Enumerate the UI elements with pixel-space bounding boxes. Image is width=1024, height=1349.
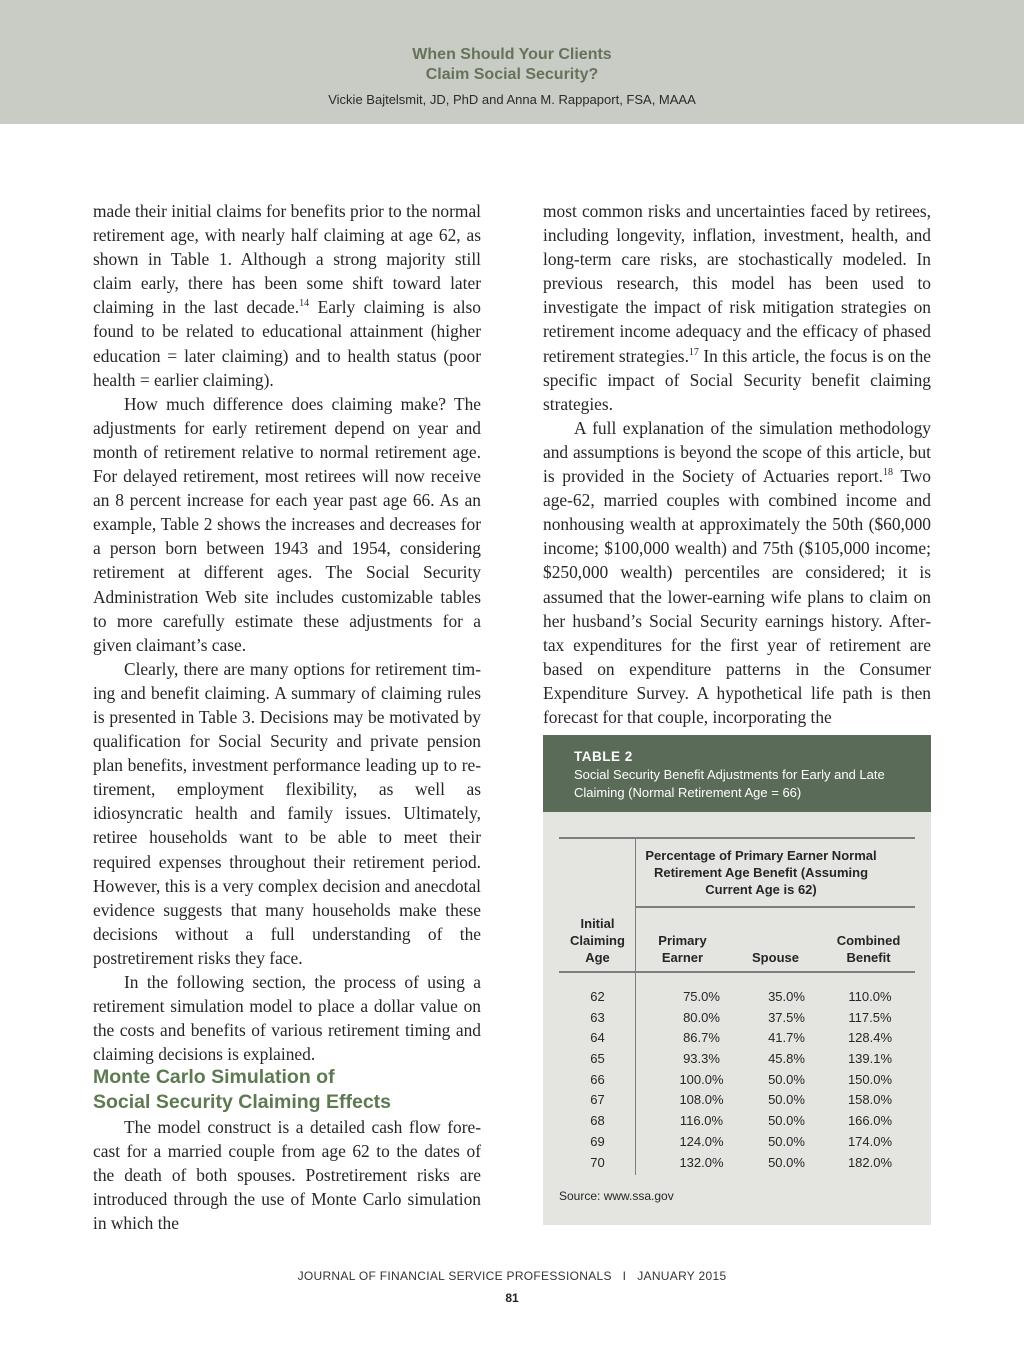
right-paragraph-1: most common risks and uncertainties faced by retirees, including longevity, inflation, investment, health, and long-term care risks, are stochastically modeled. In previous research, this model has been used to investigate the impact of risk mitigation strategies on retirement income adequacy and the efficacy of phased retirement strategies.$^{17}$ In this article, the focus is on the specific impact of Social Security benefit claiming strategies. <box>543 201 931 414</box>
section-body <box>93 1115 481 1235</box>
table-row: 64 86.7% 41.7% 128.4% <box>590 1030 893 1046</box>
footnote-ref: 18 <box>882 467 893 479</box>
col-header-spouse: Spouse <box>752 950 799 965</box>
right-paragraph-2: A full explanation of the simulation methodology and assumptions is beyond the scope of this article, but is provided in the Society of Actuaries report.$^{18}$ Two age-62, married couples with combined income and nonhousing wealth at approximately the 50th ($60,000 income; $100,000 wealth) and 75th ($105,000 income; $250,000 wealth) percentiles are considered; it is assumed that the lower-earning wife plans to claim on her husband’s Social Security earnings history. After-tax expenditures for the first year of retirement are based on expenditure patterns in the Consumer Expenditure Survey. A hypothetical life path is then forecast for that couple, incorporating the <box>543 417 931 727</box>
footer-journal-line: JOURNAL OF FINANCIAL SERVICE PROFESSIONALS I JANUARY 2015 <box>297 1269 727 1283</box>
table-top-rule <box>559 837 915 839</box>
article-title-line1: When Should Your Clients <box>412 46 612 63</box>
table-row: 65 93.3% 45.8% 139.1% <box>590 1051 893 1067</box>
table-row: 62 75.0% 35.0% 110.0% <box>590 989 892 1004</box>
article-title-line2: Claim Social Security? <box>425 66 599 83</box>
left-paragraph-2: How much difference does claiming make? The adjustments for early retirement depend on year and month of retirement relative to normal retirement age. For delayed retirement, most retirees will now receive an 8 percent increase for each year past age 66. As an example, Table 2 shows the increases and decreases for a person born between 1943 and 1954, considering retirement at different ages. The Social Security Administration Web site includes customizable tables to more carefully estimate these adjustments for a given claimant’s case. <box>93 393 481 655</box>
right-column <box>543 199 931 729</box>
left-paragraph-3: Clearly, there are many options for retirement timing and benefit claiming. A summary of claiming rules is presented in Table 3. Decisions may be motivated by qualification for Social Security and private pension plan benefits, investment performance leading up to retirement, employment flexibility, as well as idiosyncratic health and family issues. Ultimately, retiree households want to be able to meet their required expenses throughout their retirement period. However, this is a very complex decision and anecdotal evidence suggests that many households make these decisions without a full understanding of the postretirement risks they face. <box>93 658 481 968</box>
table-row: 69 124.0% 50.0% 174.0% <box>590 1133 893 1149</box>
table-body <box>559 987 931 1173</box>
section-paragraph-1: The model construct is a detailed cash flow forecast for a married couple from age 62 to the dates of the death of both spouses. Postretirement risks are introduced through the use of Monte Carlo simulation in which the <box>93 1117 481 1234</box>
table-row: 68 116.0% 50.0% 166.0% <box>590 1113 893 1129</box>
table-row: 63 80.0% 37.5% 117.5% <box>590 1009 892 1025</box>
table-source: Source: www.ssa.gov <box>559 1189 674 1203</box>
table-label: TABLE 2 <box>574 749 633 764</box>
table-row: 67 108.0% 50.0% 158.0% <box>590 1092 893 1108</box>
left-paragraph-4: In the following section, the process of using a retirement simulation model to place a dollar value on the costs and benefits of various retirement timing and claiming decisions is explained. <box>93 972 481 1065</box>
col-header-claiming-age: Initial Claiming Age <box>570 916 625 965</box>
table-2 <box>543 735 931 1225</box>
left-paragraph-1: made their initial claims for benefits prior to the normal retirement age, with nearly half claiming at age 62, as shown in Table 1. Although a strong majority still claim early, there has been some shift toward later claiming in the last decade.$^{14}$ Early claiming is also found to be related to educational attainment (higher education = later claiming) and to health status (poor health = earlier claiming). <box>93 201 482 390</box>
table-group-header: Percentage of Primary Earner Normal Retirement Age Benefit (Assuming Current Age is 62) <box>645 848 877 897</box>
table-header-band <box>543 735 931 812</box>
table-group-rule <box>635 906 915 908</box>
col-header-primary-earner: Primary Earner <box>658 933 707 965</box>
footnote-ref: 17 <box>688 346 699 358</box>
page-number: 81 <box>505 1291 519 1305</box>
table-row: 70 132.0% 50.0% 182.0% <box>590 1154 893 1170</box>
section-heading: Monte Carlo Simulation of Social Security Claiming Effects <box>93 1066 392 1113</box>
table-row: 66 100.0% 50.0% 150.0% <box>590 1071 893 1087</box>
header-band <box>0 0 1024 124</box>
col-header-combined-benefit: Combined Benefit <box>836 933 901 965</box>
footnote-ref: 14 <box>299 298 310 310</box>
left-column <box>93 199 481 1066</box>
table-header-rule <box>559 971 915 973</box>
article-authors: Vickie Bajtelsmit, JD, PhD and Anna M. Rappaport, FSA, MAAA <box>328 92 696 107</box>
table-caption: Social Security Benefit Adjustments for Early and Late Claiming (Normal Retirement Age = 66) <box>574 767 885 800</box>
